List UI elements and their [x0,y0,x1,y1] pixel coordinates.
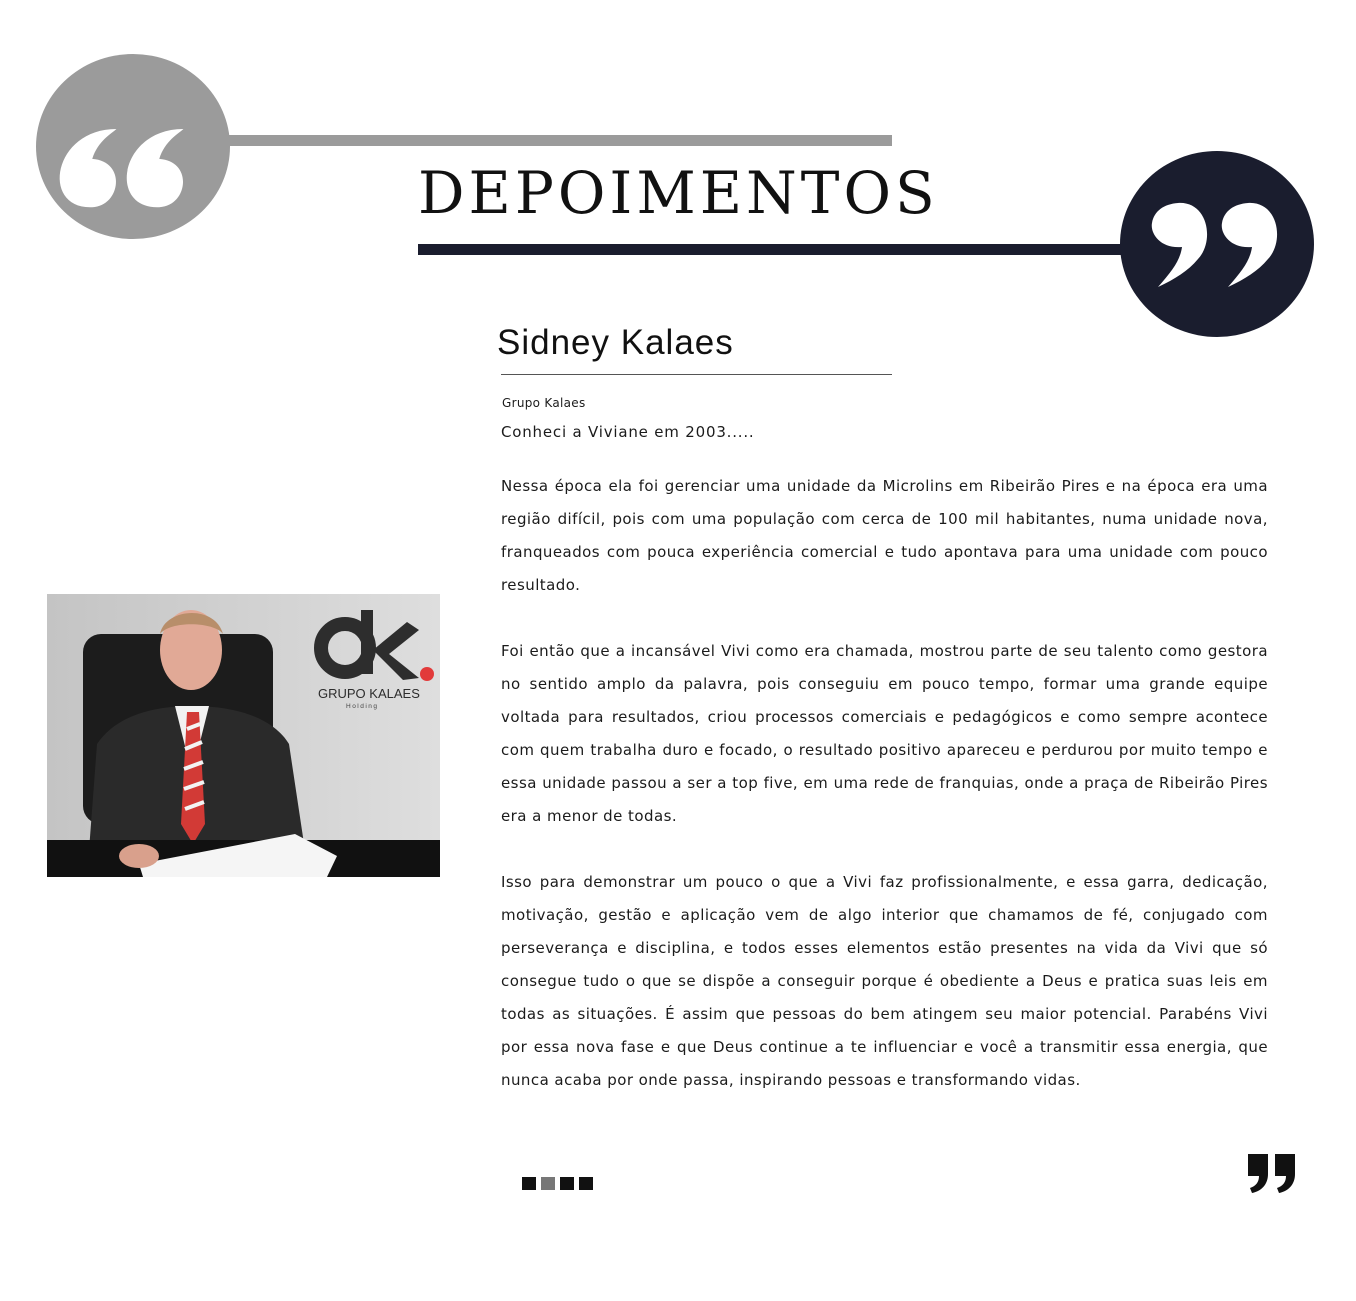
logo-text: GRUPO KALAES [318,686,420,701]
page-title: DEPOIMENTOS [418,159,939,227]
author-name: Sidney Kalaes [497,323,734,362]
pager-dot-1[interactable] [522,1177,536,1190]
open-quote-icon [36,54,230,239]
testimonial-pager [522,1177,593,1190]
pager-dot-4[interactable] [579,1177,593,1190]
header-navy-rule [418,244,1138,255]
testimonial-paragraph: Nessa época ela foi gerenciar uma unidade da Microlins em Ribeirão Pires e na época era uma região difícil, pois com uma população com cerca de 100 mil habitantes, numa unidade nova, franqueados com pouca experiência comercial e tudo apontava para uma unidade com pouco resultado. [501,477,1268,594]
open-quote-badge [36,54,230,239]
close-quote-icon [1246,1152,1298,1194]
pager-dot-2[interactable] [541,1177,555,1190]
author-photo [47,594,440,877]
header-gray-rule [226,135,892,146]
testimonial-body [501,470,1268,1130]
logo-subtext: Holding [346,703,379,710]
pager-dot-3[interactable] [560,1177,574,1190]
testimonial-paragraph: Foi então que a incansável Vivi como era chamada, mostrou parte de seu talento como gestora no sentido amplo da palavra, pois conseguiu em pouco tempo, formar uma grande equipe voltada para resultados, criou processos comerciais e pedagógicos e como sempre acontece com quem trabalha duro e focado, o resultado positivo apareceu e perdurou por muito tempo e essa unidade passou a ser a top five, em uma rede de franquias, onde a praça de Ribeirão Pires era a menor de todas. [501,642,1268,825]
testimonial-intro: Conheci a Viviane em 2003..... [501,423,755,441]
close-quote-badge [1120,151,1314,337]
close-quote-icon [1120,151,1314,337]
testimonial-paragraph: Isso para demonstrar um pouco o que a Vivi faz profissionalmente, e essa garra, dedicação, motivação, gestão e aplicação vem de algo interior que chamamos de fé, conjugado com perseverança e disciplina, e todos esses elementos estão presentes na vida da Vivi que só consegue tudo o que se dispõe a conseguir porque é obediente a Deus e pratica suas leis em todas as situações. É assim que pessoas do bem atingem seu maior potencial. Parabéns Vivi por essa nova fase e que Deus continue a te influenciar e você a transmitir essa energia, que nunca acaba por onde passa, inspirando pessoas e transformando vidas. [501,873,1268,1089]
author-divider [501,374,892,375]
author-company: Grupo Kalaes [502,396,586,410]
